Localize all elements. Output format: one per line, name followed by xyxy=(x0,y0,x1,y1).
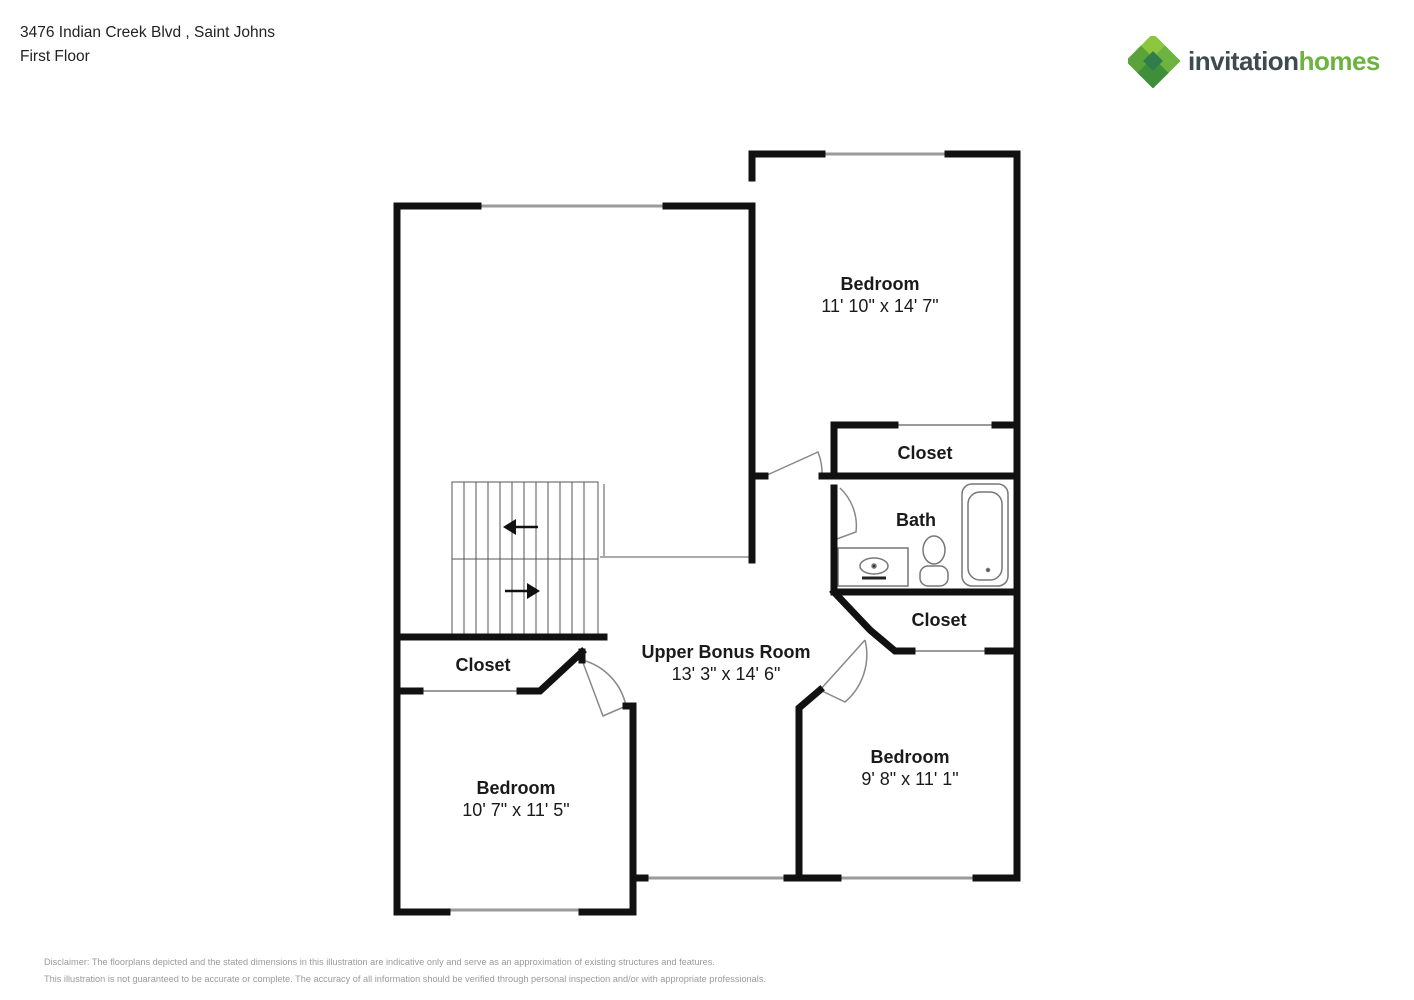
toilet-tank xyxy=(920,566,948,586)
room-labels xyxy=(455,274,966,820)
wall-bedroom-left-east xyxy=(582,706,633,912)
sink-drain xyxy=(872,564,876,568)
disclaimer xyxy=(44,954,766,988)
wall-bonus-top-right xyxy=(666,206,752,560)
closet-top-name: Closet xyxy=(897,443,953,463)
brand-name-part2: homes xyxy=(1298,46,1380,76)
bedroom-left-dims: 10' 7" x 11' 5" xyxy=(462,800,570,820)
bonus-room-dims: 13' 3" x 14' 6" xyxy=(671,664,781,684)
bathtub-inner xyxy=(968,492,1002,580)
door-bedroom-right xyxy=(820,640,867,702)
arrow-right-head xyxy=(527,583,540,599)
floor-label: First Floor xyxy=(20,48,90,65)
bath-fixtures xyxy=(838,484,1008,586)
disclaimer-line-1: Disclaimer: The floorplans depicted and the stated dimensions in this illustration are indicative only and serve as an approximation of existing structures and features. xyxy=(44,957,715,967)
wall-bedroom-right-west xyxy=(799,690,838,878)
staircase xyxy=(452,482,752,637)
disclaimer-line-2: This illustration is not guaranteed to be accurate or complete. The accuracy of all information should be verified through personal inspection and/or with appropriate professionals. xyxy=(44,974,766,984)
toilet-icon xyxy=(923,536,945,564)
wall-closet-mid-diag xyxy=(834,592,912,651)
bedroom-top-dims: 11' 10" x 14' 7" xyxy=(821,296,939,316)
wall-closet-left-diag xyxy=(520,652,582,691)
door-bedroom-top xyxy=(765,452,822,476)
door-bedroom-left xyxy=(582,660,626,716)
bathtub-drain xyxy=(987,569,990,572)
bedroom-left-name: Bedroom xyxy=(476,778,556,798)
brand-name-part1: invitation xyxy=(1188,46,1299,76)
closet-mid-name: Closet xyxy=(911,610,967,630)
bedroom-right-dims: 9' 8" x 11' 1" xyxy=(861,769,959,789)
address-text: 3476 Indian Creek Blvd , Saint Johns xyxy=(20,24,276,41)
bath-name: Bath xyxy=(896,510,936,530)
wall-bedroom-top-left xyxy=(752,154,822,178)
bedroom-top-name: Bedroom xyxy=(840,274,920,294)
closet-left-name: Closet xyxy=(455,655,511,675)
bonus-room-name: Upper Bonus Room xyxy=(641,642,811,662)
arrow-left-head xyxy=(503,519,516,535)
walls xyxy=(397,154,1017,912)
bedroom-right-name: Bedroom xyxy=(870,747,950,767)
